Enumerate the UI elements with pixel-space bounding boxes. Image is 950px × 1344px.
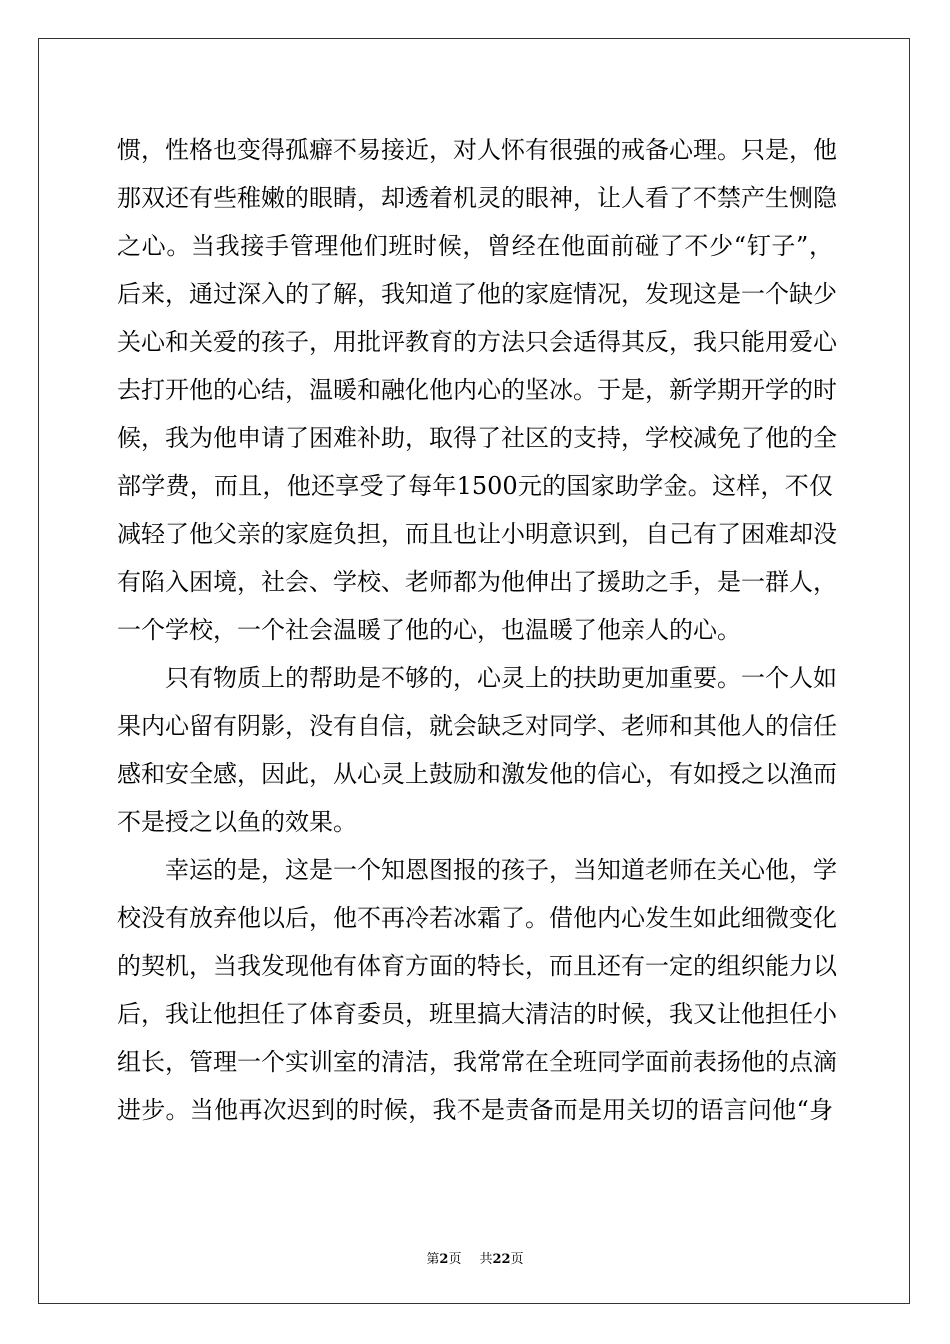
text-line: 感和安全感，因此，从心灵上鼓励和激发他的信心，有如授之以渔而 <box>117 760 837 788</box>
total-prefix: 共 <box>479 1252 493 1267</box>
page-number: 2 <box>439 1252 449 1267</box>
text-line: 后来，通过深入的了解，我知道了他的家庭情况，发现这是一个缺少 <box>117 280 837 308</box>
page-suffix: 页 <box>448 1252 462 1267</box>
text-line: 不是授之以鱼的效果。 <box>117 808 357 836</box>
page-prefix: 第 <box>426 1252 440 1267</box>
text-line: 惯，性格也变得孤癖不易接近，对人怀有很强的戒备心理。只是，他 <box>117 136 837 164</box>
page-footer <box>0 1248 950 1267</box>
text-line: 只有物质上的帮助是不够的，心灵上的扶助更加重要。一个人如 <box>117 664 837 692</box>
text-line: 一个学校，一个社会温暖了他的心，也温暖了他亲人的心。 <box>117 616 741 644</box>
text-line: 幸运的是，这是一个知恩图报的孩子，当知道老师在关心他，学 <box>117 856 837 884</box>
text-line: 果内心留有阴影，没有自信，就会缺乏对同学、老师和其他人的信任 <box>117 712 837 740</box>
text-line: 有陷入困境，社会、学校、老师都为他伸出了援助之手，是一群人， <box>117 568 837 596</box>
text-line: 组长，管理一个实训室的清洁，我常常在全班同学面前表扬他的点滴 <box>117 1048 837 1076</box>
text-line: 候，我为他申请了困难补助，取得了社区的支持，学校减免了他的全 <box>117 424 837 452</box>
text-line: 之心。当我接手管理他们班时候，曾经在他面前碰了不少“钉子”， <box>117 232 833 260</box>
text-line: 部学费，而且，他还享受了每年1500元的国家助学金。这样，不仅 <box>117 472 833 500</box>
total-suffix: 页 <box>510 1252 524 1267</box>
text-line: 校没有放弃他以后，他不再冷若冰霜了。借他内心发生如此细微变化 <box>117 904 837 932</box>
text-line: 后，我让他担任了体育委员，班里搞大清洁的时候，我又让他担任小 <box>117 1000 837 1028</box>
text-line: 那双还有些稚嫩的眼睛，却透着机灵的眼神，让人看了不禁产生恻隐 <box>117 184 837 212</box>
total-pages: 22 <box>492 1252 511 1267</box>
text-line: 的契机，当我发现他有体育方面的特长，而且还有一定的组织能力以 <box>117 952 837 980</box>
text-line: 去打开他的心结，温暖和融化他内心的坚冰。于是，新学期开学的时 <box>117 376 837 404</box>
text-line: 进步。当他再次迟到的时候，我不是责备而是用关切的语言问他“身 <box>117 1096 833 1124</box>
text-line: 减轻了他父亲的家庭负担，而且也让小明意识到，自己有了困难却没 <box>117 520 837 548</box>
text-line: 关心和关爱的孩子，用批评教育的方法只会适得其反，我只能用爱心 <box>117 328 837 356</box>
